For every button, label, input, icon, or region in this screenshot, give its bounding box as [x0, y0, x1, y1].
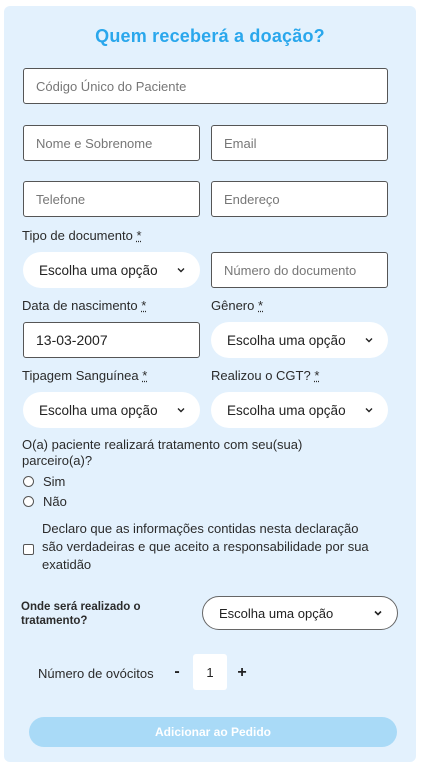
radio-label: Sim: [43, 474, 66, 489]
treatment-location-select[interactable]: [202, 596, 398, 630]
decrement-button[interactable]: -: [174, 663, 180, 680]
required-mark: *: [258, 298, 264, 313]
oocytes-quantity-value: 1: [206, 664, 214, 680]
blood-type-select-value: Escolha uma opção: [39, 402, 158, 418]
birthdate-value: 13-03-2007: [36, 332, 108, 348]
name-input[interactable]: [23, 125, 200, 161]
phone-placeholder: Telefone: [36, 191, 86, 207]
gender-select[interactable]: [211, 322, 388, 358]
patient-code-input[interactable]: [23, 68, 388, 104]
radio-option-nao[interactable]: [23, 494, 67, 509]
gender-label: [211, 298, 263, 313]
radio-button[interactable]: [23, 476, 34, 487]
gender-select-value: Escolha uma opção: [227, 332, 346, 348]
gender-label-text: Gênero: [211, 298, 255, 313]
required-mark: *: [314, 368, 320, 383]
name-placeholder: Nome e Sobrenome: [36, 135, 153, 151]
partner-question: [22, 437, 302, 469]
partner-question-line1: O(a) paciente realizará tratamento com seu(sua): [22, 437, 303, 452]
cgt-select-value: Escolha uma opção: [227, 402, 346, 418]
cgt-select[interactable]: [211, 392, 388, 428]
email-input[interactable]: [211, 125, 388, 161]
declaration-line3: exatidão: [42, 557, 92, 572]
birthdate-label-text: Data de nascimento: [22, 298, 138, 313]
phone-input[interactable]: [23, 181, 200, 217]
treatment-location-line2: tratamento?: [21, 615, 88, 627]
increment-button[interactable]: +: [237, 664, 247, 681]
radio-label: Não: [43, 494, 67, 509]
chevron-down-icon: [364, 405, 374, 415]
required-mark: *: [142, 368, 148, 383]
cgt-label-text: Realizou o CGT?: [211, 368, 311, 383]
address-placeholder: Endereço: [224, 191, 280, 207]
chevron-down-icon: [373, 608, 383, 618]
blood-type-select[interactable]: [23, 392, 200, 428]
required-mark: *: [136, 228, 142, 243]
blood-type-label-text: Tipagem Sanguínea: [22, 368, 139, 383]
add-to-order-button[interactable]: Adicionar ao Pedido: [29, 717, 397, 747]
form-card: [4, 6, 416, 762]
treatment-location-select-value: Escolha uma opção: [219, 605, 334, 621]
declaration-checkbox[interactable]: [23, 544, 34, 555]
chevron-down-icon: [176, 265, 186, 275]
partner-question-line2: parceiro(a)?: [22, 453, 93, 468]
radio-option-sim[interactable]: [23, 474, 65, 489]
birthdate-input[interactable]: [23, 322, 200, 358]
treatment-location-label: [21, 600, 141, 628]
chevron-down-icon: [176, 405, 186, 415]
chevron-down-icon: [364, 335, 374, 345]
declaration-line1: Declaro que as informações contidas nesta declaração: [42, 521, 359, 536]
doc-type-select[interactable]: [23, 252, 200, 288]
declaration-text: [42, 520, 369, 574]
patient-code-placeholder: Código Único do Paciente: [36, 78, 187, 94]
doc-type-select-value: Escolha uma opção: [39, 262, 158, 278]
doc-type-label-text: Tipo de documento: [22, 228, 133, 243]
oocytes-label: Número de ovócitos: [38, 666, 154, 681]
oocytes-quantity-input[interactable]: [193, 654, 227, 690]
treatment-location-line1: Onde será realizado o: [21, 601, 141, 613]
address-input[interactable]: [211, 181, 388, 217]
blood-type-label: [22, 368, 147, 383]
declaration-line2: são verdadeiras e que aceito a responsabilidade por sua: [42, 539, 369, 554]
doc-number-placeholder: Número do documento: [224, 262, 357, 278]
form-title: Quem receberá a doação?: [95, 26, 325, 46]
doc-type-label: [22, 228, 142, 243]
doc-number-input[interactable]: [211, 252, 388, 288]
birthdate-label: [22, 298, 146, 313]
cgt-label: [211, 368, 319, 383]
required-mark: *: [141, 298, 147, 313]
email-placeholder: Email: [224, 135, 257, 151]
radio-button[interactable]: [23, 496, 34, 507]
